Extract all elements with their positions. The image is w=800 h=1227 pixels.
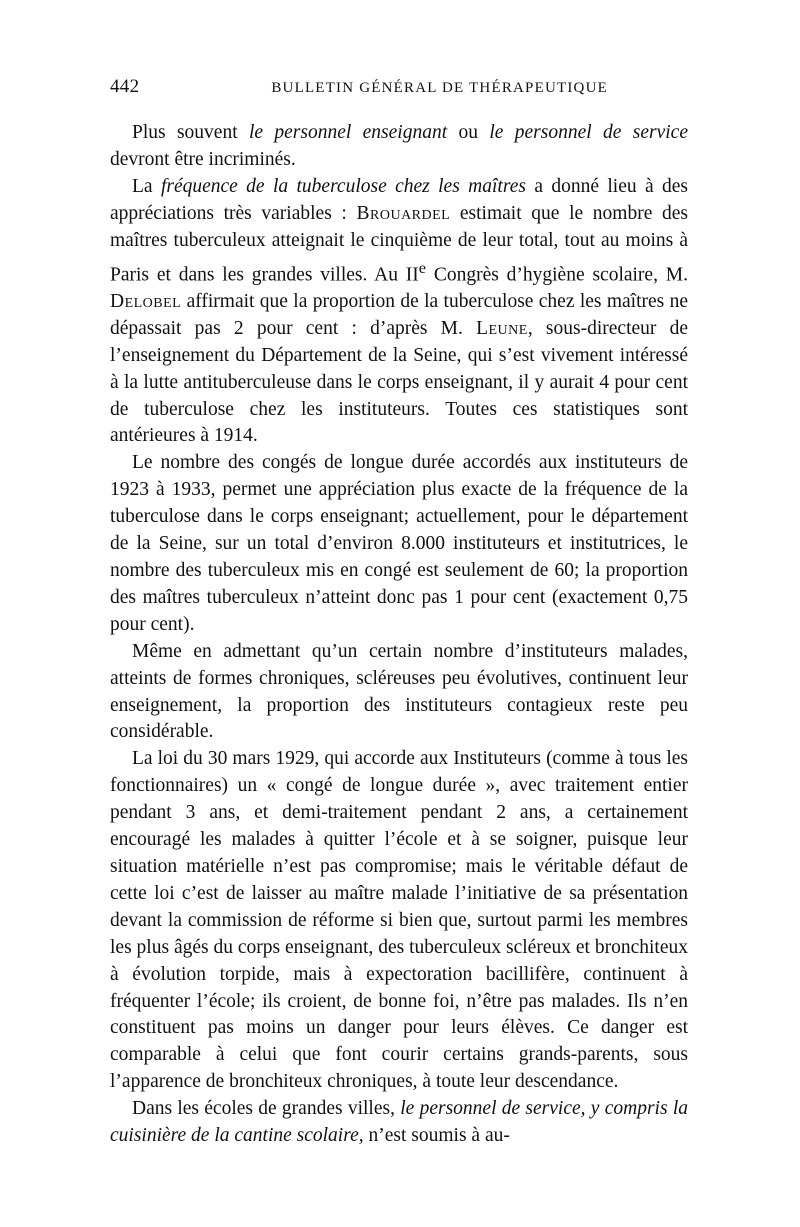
- text-span: La: [132, 175, 161, 197]
- author-name: Brouardel: [356, 202, 451, 224]
- text-span: affirmait que la proportion de la tuberculose chez les maîtres ne dépassait pas 2 pour cent : d’après M.: [110, 290, 688, 339]
- text-span: Dans les écoles de grandes villes,: [132, 1098, 401, 1120]
- paragraph-1: [110, 120, 688, 174]
- text-span: a donné lieu à des appréciations très variables :: [110, 175, 688, 224]
- text-span: Plus souvent: [132, 122, 249, 143]
- author-name: Delobel: [110, 290, 182, 312]
- page-number: 442: [110, 76, 140, 97]
- paragraph-6: [110, 1096, 688, 1150]
- italic-phrase: le personnel de service, y compris la cuisinière de la cantine scolaire,: [110, 1098, 688, 1147]
- superscript: e: [418, 258, 426, 277]
- running-header: [110, 76, 688, 104]
- paragraph-3: Le nombre des congés de longue durée accordés aux instituteurs de 1923 à 1933, permet une appréciation plus exacte de la fréquence de la tuberculose dans le corps enseignant; actuellement, pour le département de la Seine, sur un total d’environ 8.000 instituteurs et institutrices, le nombre des tuberculeux mis en congé est seulement de 60; la proportion des maîtres tuberculeux n’atteint donc pas 1 pour cent (exactement 0,75 pour cent).: [110, 452, 688, 635]
- paragraph-4: Même en admettant qu’un certain nombre d’instituteurs malades, atteints de formes chroniques, scléreuses peu évolutives, continuent leur enseignement, la proportion des instituteurs contagieux reste peu considérable.: [110, 640, 688, 743]
- author-name: Leune: [476, 317, 528, 339]
- page: [110, 76, 688, 1150]
- paragraph-5: La loi du 30 mars 1929, qui accorde aux Instituteurs (comme à tous les fonctionnaires) un « congé de longue durée », avec traitement entier pendant 3 ans, et demi-traitement pendant 2 ans, a certainement encouragé les malades à quitter l’école et à se soigner, puisque leur situation matérielle n’est pas compromise; mais le véritable défaut de cette loi c’est de laisser au maître malade l’initiative de sa présentation devant la commission de réforme si bien que, surtout parmi les membres les plus âgés du corps enseignant, des tuberculeux scléreux et bronchiteux à évolution torpide, mais à expectoration bacillifère, continuent à fréquenter l’école; ils croient, de bonne foi, n’être pas malades. Ils n’en constituent pas moins un danger pour leurs élèves. Ce danger est comparable à celui que font courir certains grands-parents, sous l’apparence de bronchiteux chroniques, à toute leur descendance.: [110, 748, 688, 1093]
- text-span: n’est soumis à au-: [363, 1125, 510, 1147]
- text-span: ou: [447, 122, 490, 143]
- running-title: BULLETIN GÉNÉRAL DE THÉRAPEUTIQUE: [271, 80, 608, 96]
- text-span: estimait que le nombre des maîtres tuberculeux atteignait le cinquième de leur total, tout au moins à Paris et dans les grandes villes. Au II: [110, 202, 688, 286]
- italic-phrase: le personnel enseignant: [248, 122, 448, 143]
- italic-phrase: fréquence de la tuberculose chez les maîtres: [160, 175, 526, 197]
- text-span: devront être incriminés.: [110, 148, 296, 170]
- text-span: , sous-directeur de l’enseignement du Département de la Seine, qui s’est vivement intéressé à la lutte antituberculeuse dans le corps enseignant, il y aurait 4 pour cent de tuberculose chez les instituteurs. Toutes ces statistiques sont antérieures à 1914.: [110, 317, 688, 447]
- body-text: [110, 120, 688, 1150]
- text-span: Congrès d’hygiène scolaire, M.: [426, 264, 688, 286]
- paragraph-2: [110, 174, 688, 451]
- italic-phrase: le personnel de service: [489, 122, 688, 143]
